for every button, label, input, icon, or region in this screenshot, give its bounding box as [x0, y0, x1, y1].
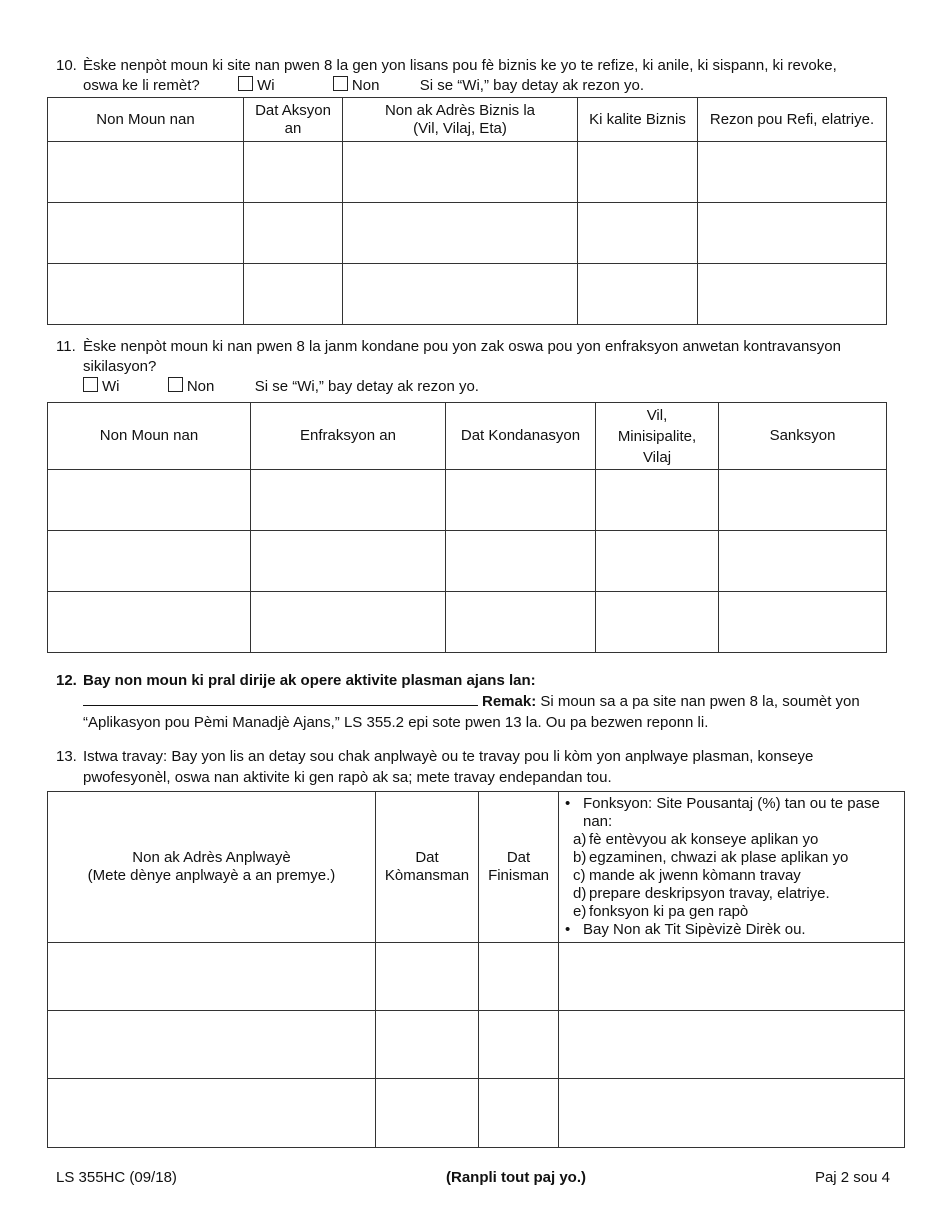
cell[interactable]	[343, 264, 578, 325]
q10-header-name: Non Moun nan	[48, 98, 244, 142]
cell[interactable]	[343, 142, 578, 203]
q10-note: Si se “Wi,” bay detay ak rezon yo.	[419, 77, 645, 94]
table-row	[48, 470, 887, 531]
fill-all-pages-note: (Ranpli tout paj yo.)	[446, 1169, 586, 1186]
cell[interactable]	[446, 470, 596, 531]
cell[interactable]	[596, 470, 719, 531]
q12-remak-label: Remak:	[482, 693, 537, 710]
q13-header-end: Dat Finisman	[479, 792, 559, 943]
cell[interactable]	[578, 203, 698, 264]
cell[interactable]	[479, 1079, 559, 1148]
q12-number: 12.	[56, 672, 77, 689]
q13-table	[47, 791, 905, 1148]
cell[interactable]	[698, 203, 887, 264]
cell[interactable]	[446, 592, 596, 653]
cell[interactable]	[48, 1011, 376, 1079]
cell[interactable]	[446, 531, 596, 592]
q13-number: 13.	[56, 748, 77, 765]
q11-no-checkbox[interactable]	[168, 377, 183, 392]
cell[interactable]	[578, 264, 698, 325]
cell[interactable]	[719, 592, 887, 653]
cell[interactable]	[48, 470, 251, 531]
cell[interactable]	[48, 203, 244, 264]
cell[interactable]	[479, 1011, 559, 1079]
cell[interactable]	[376, 1011, 479, 1079]
page-number: Paj 2 sou 4	[814, 1169, 890, 1186]
table-row	[48, 142, 887, 203]
q10-header-business: Non ak Adrès Biznis la (Vil, Vilaj, Eta)	[343, 98, 578, 142]
cell[interactable]	[559, 943, 905, 1011]
form-id: LS 355HC (09/18)	[56, 1169, 177, 1186]
q11-header-city: Vil, Minisipalite, Vilaj	[596, 403, 719, 470]
q10-header-reason: Rezon pou Refi, elatriye.	[698, 98, 887, 142]
cell[interactable]	[48, 142, 244, 203]
cell[interactable]	[48, 264, 244, 325]
q11-line2: sikilasyon?	[83, 358, 157, 375]
q10-no-label: Non	[351, 77, 380, 94]
q12-line2: “Aplikasyon pou Pèmi Manadjè Ajans,” LS 355.2 epi sote pwen 13 la. Ou pa bezwen reponn li.	[83, 714, 709, 731]
q10-no-checkbox[interactable]	[333, 76, 348, 91]
table-row	[48, 1079, 905, 1148]
cell[interactable]	[343, 203, 578, 264]
cell[interactable]	[244, 264, 343, 325]
q12-title: Bay non moun ki pral dirije ak opere aktivite plasman ajans lan:	[83, 672, 536, 689]
q12-remak-text: Si moun sa a pa site nan pwen 8 la, soumèt yon	[540, 693, 860, 710]
q13-text	[56, 746, 916, 788]
table-row	[48, 1011, 905, 1079]
q10-text	[56, 56, 906, 96]
q13-header-functions: • Fonksyon: Site Pousantaj (%) tan ou te pase nan: a) fè entèvyou ak konseye aplikan yo b) egzaminen, chwazi ak plase aplikan yo c) mande ak jwenn kòmann travay d) prepare deskripsyon travay, elatriye. e) fonksyon ki pa gen rapò • Bay Non ak Tit Sipèvizè Dirèk ou.	[559, 792, 905, 943]
q13-header-start: Dat Kòmansman	[376, 792, 479, 943]
q13-header-row	[48, 792, 905, 943]
cell[interactable]	[48, 1079, 376, 1148]
table-row	[48, 592, 887, 653]
q11-line1: Èske nenpòt moun ki nan pwen 8 la janm kondane pou yon zak oswa pou yon enfraksyon anwetan kontravansyon	[83, 338, 841, 355]
cell[interactable]	[596, 531, 719, 592]
q13-line1: Istwa travay: Bay yon lis an detay sou chak anplwayè ou te travay pou li kòm yon anplwaye plasman, konseye	[83, 748, 814, 765]
q10-yes-checkbox[interactable]	[238, 76, 253, 91]
cell[interactable]	[251, 470, 446, 531]
cell[interactable]	[698, 142, 887, 203]
cell[interactable]	[48, 592, 251, 653]
cell[interactable]	[251, 531, 446, 592]
cell[interactable]	[559, 1079, 905, 1148]
table-row	[48, 531, 887, 592]
cell[interactable]	[578, 142, 698, 203]
cell[interactable]	[719, 470, 887, 531]
q11-header-sanction: Sanksyon	[719, 403, 887, 470]
cell[interactable]	[244, 142, 343, 203]
cell[interactable]	[479, 943, 559, 1011]
q11-table	[47, 402, 887, 653]
cell[interactable]	[698, 264, 887, 325]
q11-header-name: Non Moun nan	[48, 403, 251, 470]
q11-note: Si se “Wi,” bay detay ak rezon yo.	[254, 378, 479, 395]
q11-text	[56, 337, 906, 397]
q10-header-row	[48, 98, 887, 142]
cell[interactable]	[251, 592, 446, 653]
cell[interactable]	[376, 1079, 479, 1148]
cell[interactable]	[48, 943, 376, 1011]
cell[interactable]	[48, 531, 251, 592]
table-row	[48, 264, 887, 325]
q11-header-offense: Enfraksyon an	[251, 403, 446, 470]
q10-header-date: Dat Aksyon an	[244, 98, 343, 142]
cell[interactable]	[376, 943, 479, 1011]
cell[interactable]	[559, 1011, 905, 1079]
q10-line1: Èske nenpòt moun ki site nan pwen 8 la gen yon lisans pou fè biznis ke yo te refize, ki anile, ki sispann, ki revoke,	[83, 57, 837, 74]
q11-no-label: Non	[186, 378, 215, 395]
q11-number: 11.	[56, 338, 76, 355]
q11-header-date: Dat Kondanasyon	[446, 403, 596, 470]
q11-yes-checkbox[interactable]	[83, 377, 98, 392]
table-row	[48, 203, 887, 264]
q12-text	[56, 670, 916, 733]
table-row	[48, 943, 905, 1011]
q10-line2: oswa ke li remèt?	[83, 77, 200, 94]
q11-yes-label: Wi	[102, 378, 120, 395]
q13-line2: pwofesyonèl, oswa nan aktivite ki gen rapò ak sa; mete travay endepandan tou.	[83, 769, 612, 786]
q11-header-row	[48, 403, 887, 470]
q13-header-employer: Non ak Adrès Anplwayè (Mete dènye anplwayè a an premye.)	[48, 792, 376, 943]
q10-header-type: Ki kalite Biznis	[578, 98, 698, 142]
cell[interactable]	[244, 203, 343, 264]
cell[interactable]	[596, 592, 719, 653]
cell[interactable]	[719, 531, 887, 592]
manager-name-input[interactable]	[83, 691, 478, 706]
q10-yes-label: Wi	[257, 77, 275, 94]
q10-number: 10.	[56, 57, 77, 74]
q10-table	[47, 97, 887, 325]
